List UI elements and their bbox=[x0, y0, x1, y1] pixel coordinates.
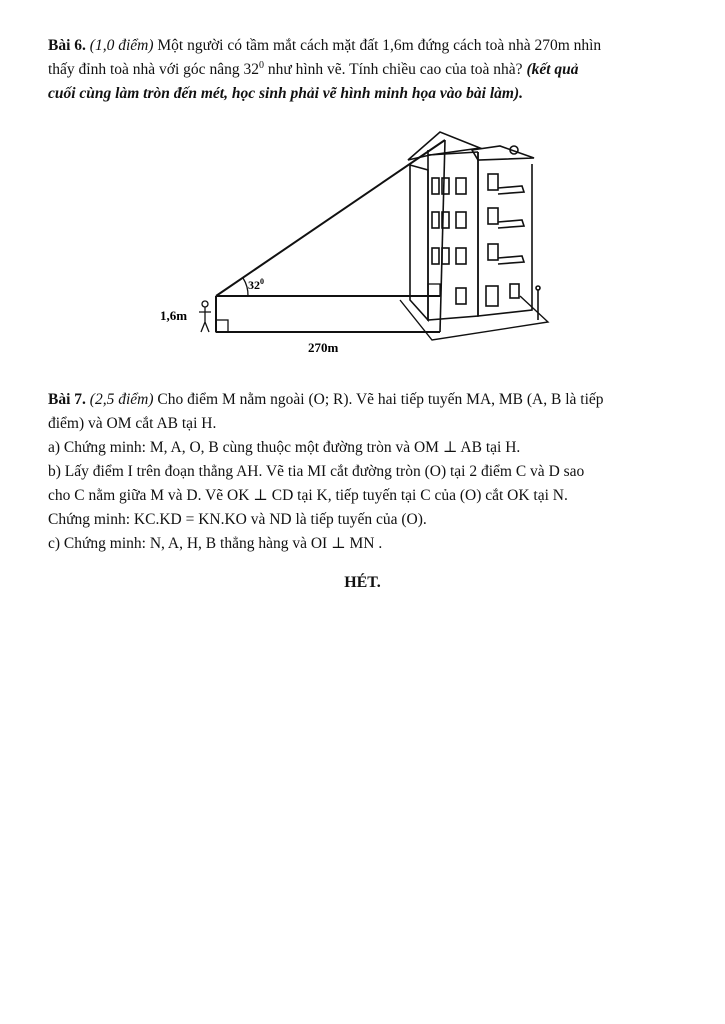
problem-7-line-1 bbox=[48, 388, 682, 412]
height-label: 1,6m bbox=[160, 308, 188, 323]
problem-7 bbox=[48, 388, 682, 556]
problem-6-text-1: Một người có tầm mắt cách mặt đất 1,6m đứng cách toà nhà 270m nhìn bbox=[157, 37, 602, 54]
problem-7-points: (2,5 điểm) bbox=[89, 391, 154, 408]
problem-7-label: Bài 7. bbox=[48, 391, 86, 408]
building-height-line bbox=[440, 140, 445, 332]
problem-7-part-b-1: b) Lấy điểm I trên đoạn thẳng AH. Vẽ tia MI cắt đường tròn (O) tại 2 điểm C và D sao bbox=[48, 463, 585, 480]
angle-label: $32^0$ bbox=[248, 277, 264, 292]
problem-6-text-2a: thấy đỉnh toà nhà với góc nâng 32 bbox=[48, 61, 259, 78]
degree-sup: 0 bbox=[258, 59, 264, 71]
problem-7-text-2: điểm) và OM cắt AB tại H. bbox=[48, 415, 217, 432]
building-figure bbox=[0, 0, 725, 370]
end-marker: HÉT. bbox=[344, 574, 381, 591]
right-angle-mark bbox=[216, 320, 228, 332]
problem-6-text-3: cuối cùng làm tròn đến mét, học sinh phải vẽ hình minh họa vào bài làm). bbox=[48, 85, 523, 102]
right-angle-mark-2 bbox=[428, 284, 440, 296]
problem-6-text-2c: (kết quả bbox=[526, 61, 579, 78]
problem-7-part-b-2: cho C nằm giữa M và D. Vẽ OK ⊥ CD tại K, tiếp tuyến tại C của (O) cắt OK tại N. bbox=[48, 487, 568, 504]
problem-6-label: Bài 6. bbox=[48, 37, 86, 54]
problem-6-points: (1,0 điểm) bbox=[89, 37, 154, 54]
problem-7-text-1: Cho điểm M nằm ngoài (O; R). Vẽ hai tiếp tuyến MA, MB (A, B là tiếp bbox=[157, 391, 604, 408]
observer-figure bbox=[199, 301, 211, 332]
distance-label: 270m bbox=[308, 340, 339, 355]
building bbox=[408, 132, 540, 320]
problem-7-part-a: a) Chứng minh: M, A, O, B cùng thuộc một đường tròn và OM ⊥ AB tại H. bbox=[48, 439, 521, 456]
problem-6-text-2b: như hình vẽ. Tính chiều cao của toà nhà? bbox=[263, 61, 527, 78]
building-base bbox=[400, 296, 548, 340]
problem-7-part-c: c) Chứng minh: N, A, H, B thẳng hàng và OI ⊥ MN . bbox=[48, 535, 383, 552]
problem-7-part-b-3: Chứng minh: KC.KD = KN.KO và ND là tiếp tuyến của (O). bbox=[48, 511, 427, 528]
